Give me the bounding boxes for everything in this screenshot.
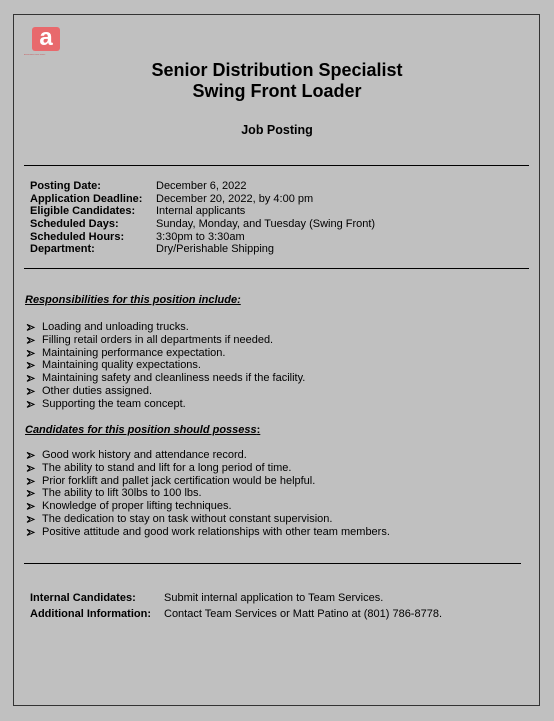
contact-label: Additional Information: [30,608,151,620]
detail-label: Application Deadline: [30,192,143,205]
arrow-bullet-icon [26,526,36,539]
list-item-text: Knowledge of proper lifting techniques. [42,500,232,513]
list-item-text: The ability to stand and lift for a long period of time. [42,461,292,474]
document-type-label: Job Posting [241,123,313,137]
qualifications-heading-colon: : [256,424,261,436]
arrow-bullet-icon [26,385,36,398]
arrow-bullet-icon [26,475,36,488]
list-item-text: Loading and unloading trucks. [42,321,189,333]
arrow-bullet-icon [26,449,36,462]
arrow-bullet-icon [26,347,36,360]
detail-value: December 6, 2022 [156,180,247,192]
list-item-text: Other duties assigned. [42,384,153,397]
logo-glyph: a [39,24,53,51]
divider [24,268,529,269]
arrow-bullet-icon [26,372,36,385]
list-item-text: Maintaining safety and cleanliness needs if the facility. [42,372,306,385]
qualifications-heading-text: Candidates for this position should possess [25,424,257,436]
responsibilities-heading: Responsibilities for this position include: [25,294,241,306]
job-title: Senior Distribution Specialist [151,60,403,80]
arrow-bullet-icon [26,321,36,334]
arrow-bullet-icon [26,398,36,411]
list-item-text: Filling retail orders in all departments if needed. [42,333,274,346]
list-item-text: Maintaining quality expectations. [42,359,201,372]
list-item-text: Supporting the team concept. [42,397,186,410]
arrow-bullet-icon [26,487,36,500]
arrow-bullet-icon [26,462,36,475]
list-item-text: Maintaining performance expectation. [42,346,226,359]
detail-value: Dry/Perishable Shipping [156,243,275,256]
arrow-bullet-icon [26,500,36,513]
contact-value: Contact Team Services or Matt Patino at (801) 786-8778. [164,608,442,620]
arrow-bullet-icon [26,359,36,372]
list-item-text: Positive attitude and good work relationships with other team members. [42,525,390,538]
list-item-text: The ability to lift 30lbs to 100 lbs. [42,487,202,500]
detail-label: Scheduled Days: [30,218,119,231]
list-item-text: Prior forklift and pallet jack certification would be helpful. [42,474,316,487]
divider [24,563,521,564]
arrow-bullet-icon [26,513,36,526]
detail-label: Posting Date: [30,180,101,192]
detail-value: 3:30pm to 3:30am [156,230,245,243]
arrow-bullet-icon [26,334,36,347]
qualifications-heading [25,424,260,436]
contact-value: Submit internal application to Team Services. [164,592,384,604]
detail-label: Scheduled Hours: [30,230,125,243]
detail-value: December 20, 2022, by 4:00 pm [156,192,314,205]
company-logo [32,24,60,51]
detail-value: Sunday, Monday, and Tuesday (Swing Front) [156,218,376,231]
list-item-text: Good work history and attendance record. [42,449,247,461]
logo-caption: Associated Food Stores [24,54,46,56]
job-subtitle-shift: Swing Front Loader [192,81,362,101]
detail-value: Internal applicants [156,205,246,218]
divider [24,165,529,166]
detail-label: Department: [30,243,95,256]
list-item-text: The dedication to stay on task without constant supervision. [42,512,333,525]
detail-label: Eligible Candidates: [30,205,136,218]
contact-label: Internal Candidates: [30,592,136,604]
